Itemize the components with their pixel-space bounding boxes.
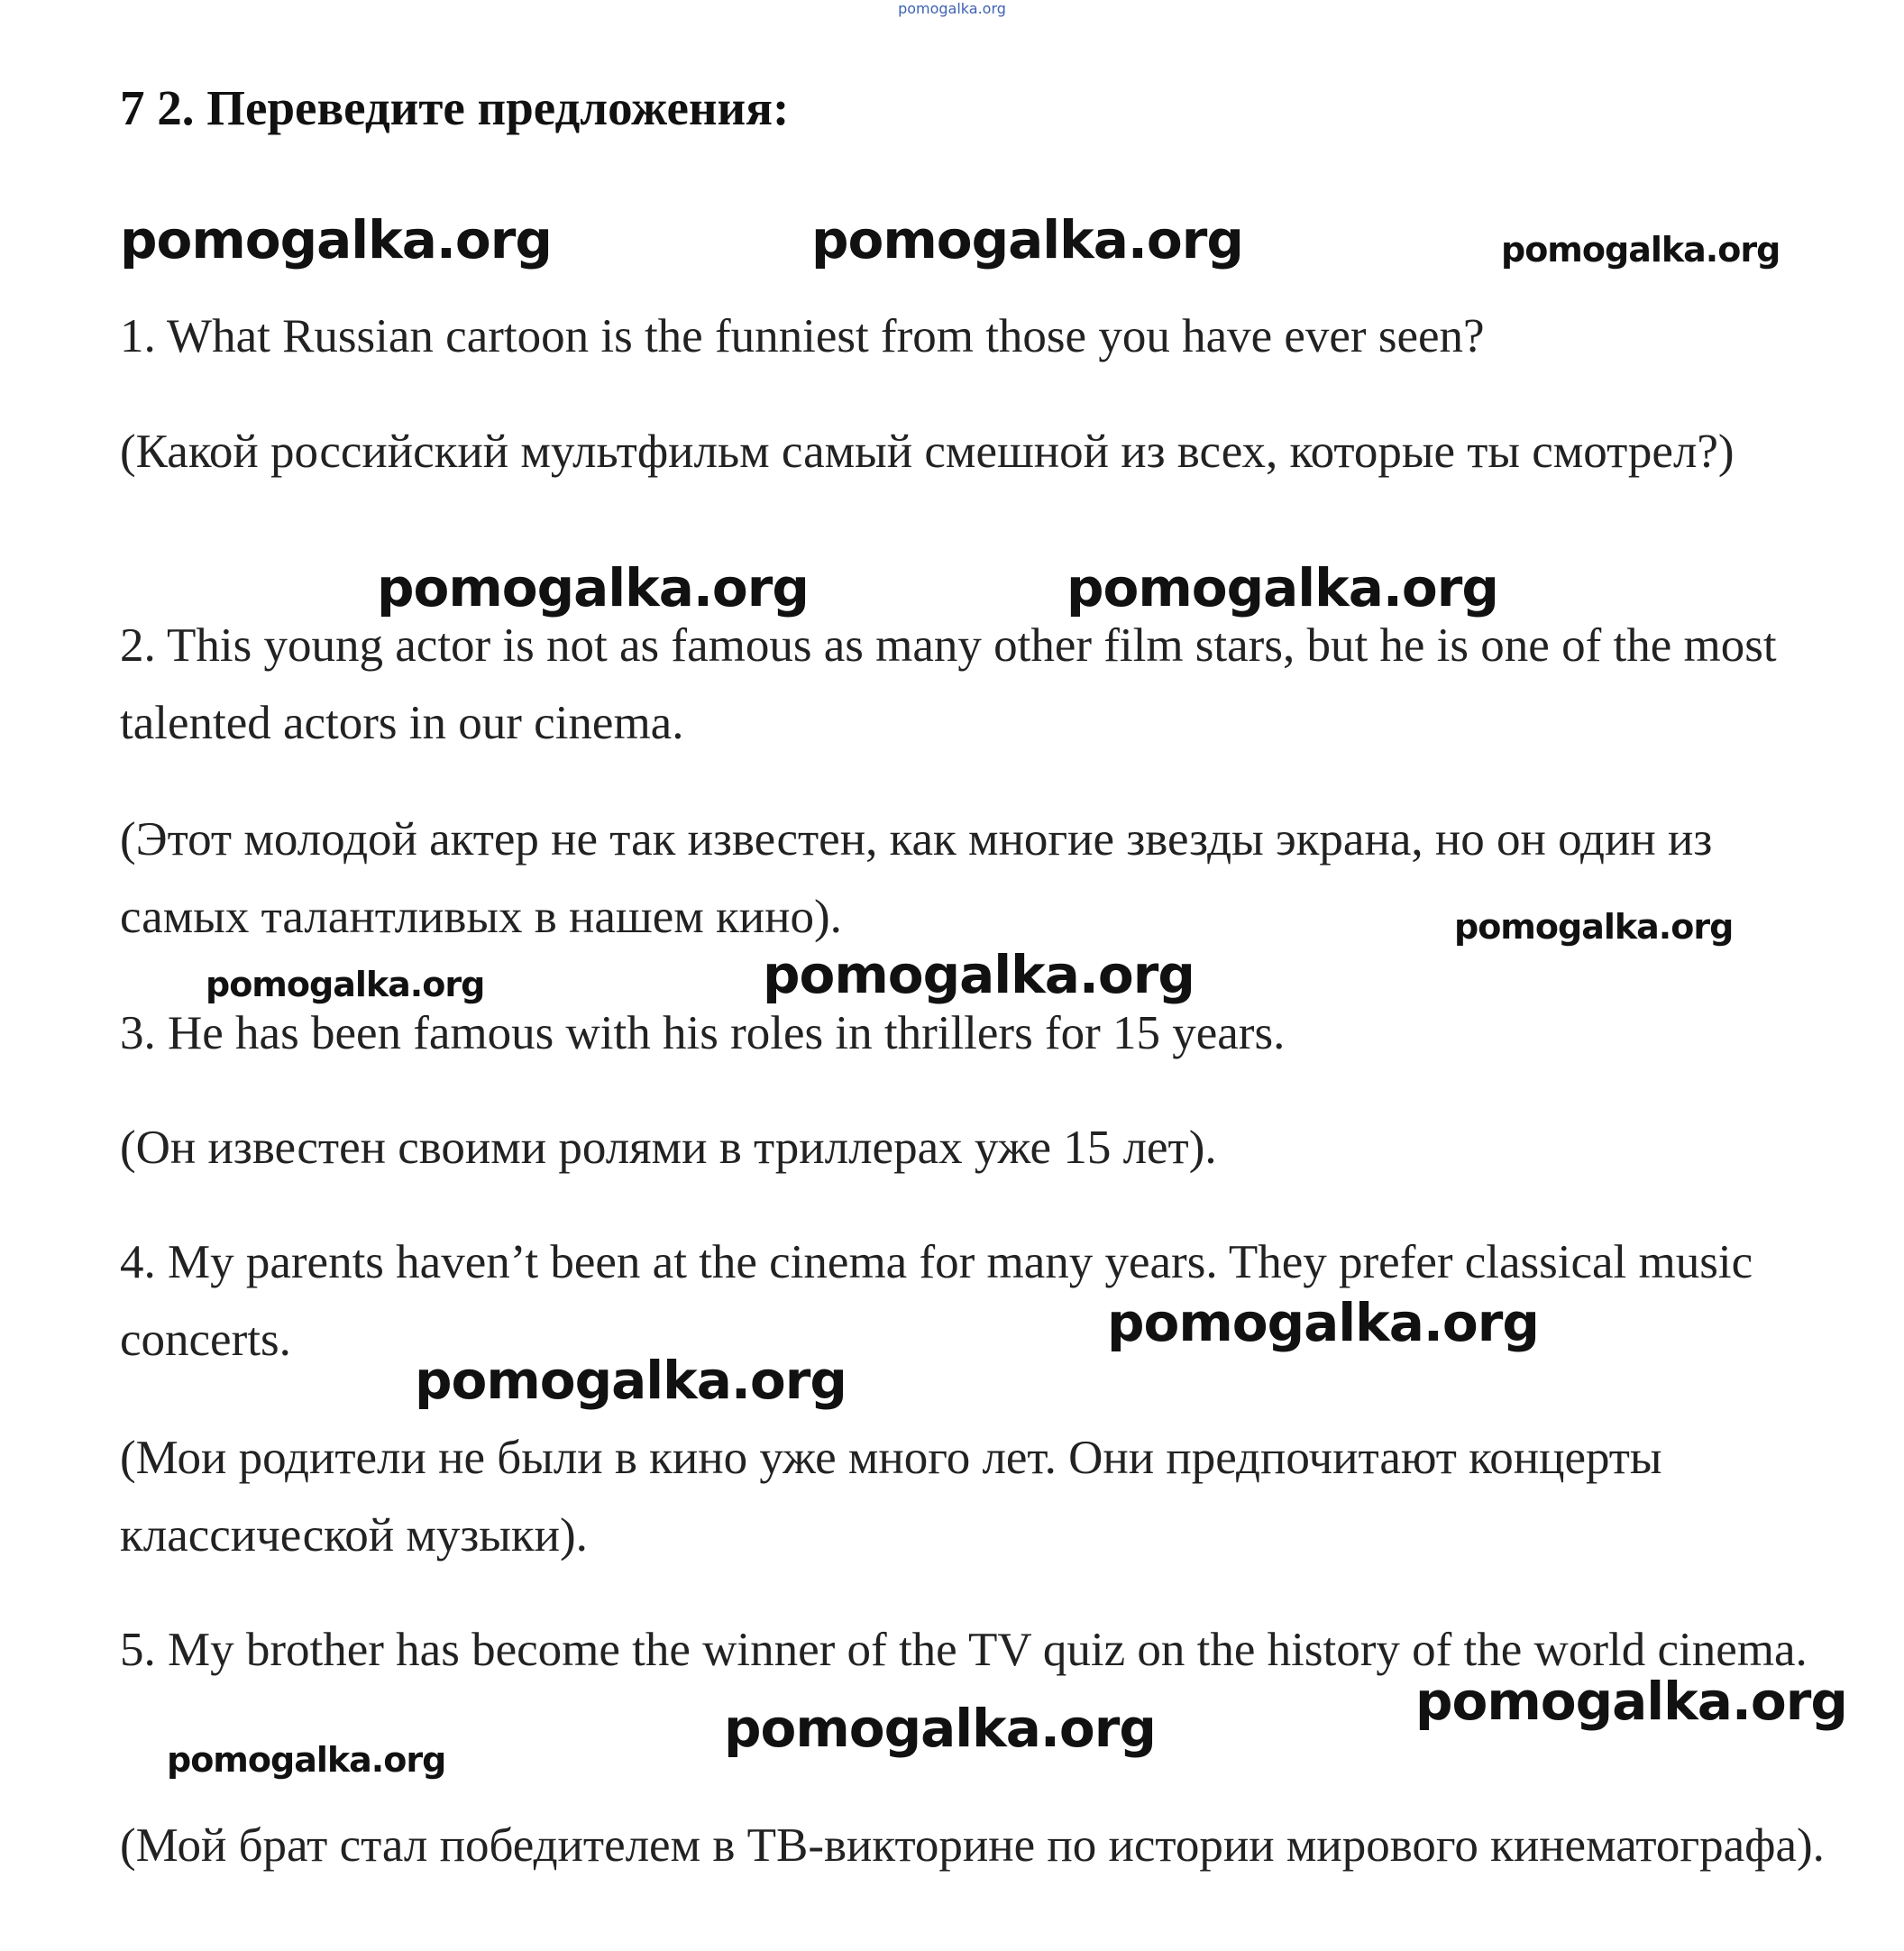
item-1-english: 1. What Russian cartoon is the funniest from those you have ever seen?	[120, 310, 1485, 362]
page-title: 7 2. Переведите предложения:	[120, 80, 790, 135]
item-2-english: 2. This young actor is not as famous as many other film stars, but he is one of the most talented actors in our cinema.	[120, 619, 1777, 749]
watermark: pomogalka.org	[1501, 230, 1780, 270]
item-3-russian: (Он известен своими ролями в триллерах уже 15 лет).	[120, 1122, 1217, 1174]
item-5-russian: (Мой брат стал победителем в ТВ-викторине по истории мирового кинематографа).	[120, 1819, 1825, 1872]
item-4-russian: (Мои родители не были в кино уже много лет. Они предпочитают концерты классической музыки).	[120, 1432, 1662, 1562]
item-4-english: 4. My parents haven’t been at the cinema for many years. They prefer classical music concerts.	[120, 1236, 1753, 1366]
watermark: pomogalka.org	[1107, 1292, 1539, 1353]
watermark: pomogalka.org	[724, 1698, 1156, 1759]
watermark: pomogalka.org	[1066, 557, 1498, 618]
watermark: pomogalka.org	[206, 965, 485, 1004]
item-3-english: 3. He has been famous with his roles in thrillers for 15 years.	[120, 1007, 1286, 1059]
site-mark: pomogalka.org	[898, 0, 1006, 17]
watermark: pomogalka.org	[763, 944, 1195, 1005]
watermark: pomogalka.org	[811, 209, 1243, 270]
watermark: pomogalka.org	[415, 1350, 847, 1411]
item-2-russian: (Этот молодой актер не так известен, как многие звезды экрана, но он один из самых талантливых в нашем кино).	[120, 813, 1713, 943]
watermark: pomogalka.org	[377, 557, 809, 618]
watermark: pomogalka.org	[1415, 1671, 1847, 1732]
item-1-russian: (Какой российский мультфильм самый смешной из всех, которые ты смотрел?)	[120, 426, 1735, 478]
watermark: pomogalka.org	[1454, 907, 1734, 947]
watermark: pomogalka.org	[167, 1740, 446, 1780]
watermark: pomogalka.org	[120, 209, 552, 270]
item-5-english: 5. My brother has become the winner of the TV quiz on the history of the world cinema.	[120, 1624, 1808, 1676]
